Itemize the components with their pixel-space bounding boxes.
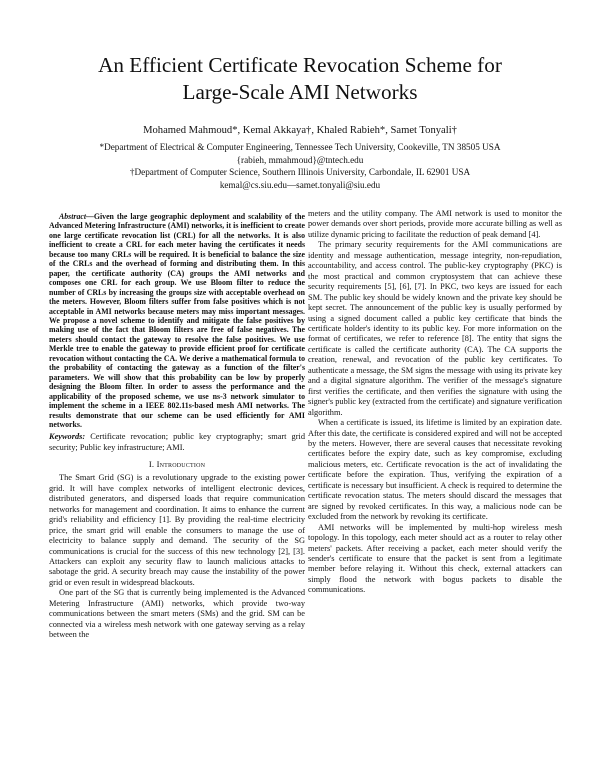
email-line: kemal@cs.siu.edu—samet.tonyali@siu.edu <box>219 179 381 190</box>
left-column <box>49 212 305 641</box>
body-paragraph: When a certificate is issued, its lifetime is limited by an expiration date. After this date, the certificate is considered expired and will not be accepted by the meters. However, there are several causes that necessitate revoking certificates before the expiry date, such as key compromise, excluding malicious meters, etc. Certificate revocation is the act of invalidating the certificate before the expiration. Thus, verifying the expiration of a certificate is necessary but insufficient. A check is required to determine the certificate revocation status. The meters should discard the messages that are signed by revoked certificates. In this way, a malicious node can be excluded from the network by revoking its certificate. <box>308 418 562 522</box>
body-paragraph: AMI networks will be implemented by multi-hop wireless mesh topology. In this topology, each meter should act as a router to relay other meters' packets. After receiving a packet, each meter should verify the sender's certificate to ensure that the packet is sent from a legitimate member before relaying it. Without this check, external attackers can simply flood the network with bogus packets to disable the communications. <box>308 522 562 595</box>
keywords <box>49 432 305 453</box>
body-paragraph: The primary security requirements for the AMI communications are identity and message authentication, message integrity, non-repudiation, accountability, and access control. The public-key cryptography (PKC) is the most practical and common cryptosystem that can achieve these security requirements [5], [6], [7]. In PKC, two keys are issued for each SM. The public key should be widely known and the private key should be kept secret. The announcement of the public key is usually performed by using a signed document called a public key certificate that binds the certificate holder's identity to its public key. For more information on the format of certificates, we refer to reference [8]. The entity that signs the certificate is called the certificate authority (CA). The CA supports the creation, renewal, and revocation of the public key certificates. To authenticate a message, the SM signs the message with using its private key and a digital signature algorithm. The verifier of the message's signature first verifies the certificate, and then verifies the signature with using the signer's public key (extracted from the certificate) and signature verification algorithm. <box>308 240 562 417</box>
keywords-text: Certificate revocation; public key cryptography; smart grid security; Public key infrastructure; AMI. <box>49 432 305 452</box>
body-paragraph: meters and the utility company. The AMI network is used to monitor the power demands over short periods, provide more accurate billing as well as utilize dynamic pricing to facilitate the reduction of peak demand [4]. <box>308 209 562 239</box>
right-column <box>308 209 562 596</box>
affiliations <box>20 141 580 191</box>
affiliation-line: †Department of Computer Science, Southern Illinois University, Carbondale, IL 62901 USA <box>129 167 471 178</box>
abstract-text: Given the large geographic deployment and scalability of the Advanced Metering Infrastructure (AMI) networks, it is inefficient to create one large certificate revocation list (CRL) for all the networks. It is also inefficient to create a CRL for each meter having the certificates it needs because too many CRLs will be required. It is beneficial to balance the size of the CRLs and the overhead of forming and distributing them. In this paper, the certificate authority (CA) groups the AMI networks and composes one CRL for each group. We use Bloom filter to reduce the number of CRLs by increasing the groups size with acceptable overhead on the meters. However, Bloom filters suffer from false positives which is not acceptable in AMI networks because meters may miss important messages. We propose a novel scheme to identify and mitigate the false positives by making use of the fact that Bloom filters are free of false negatives. The meters should contact the gateway to resolve the false positives. We use Merkle tree to enable the gateway to provide efficient proof for certificate revocation without contacting the CA. We derive a mathematical formula to the probability of contacting the gateway as a function of the filter's parameters. We will show that this probability can be low by properly designing the Bloom filter. In order to assess the performance and the applicability of the proposed scheme, we use ns-3 network simulator to implement the scheme in a IEEE 802.11s-based mesh AMI networks. The results demonstrate that our scheme can be used efficiently for AMI networks. <box>49 212 305 429</box>
title-line-1: An Efficient Certificate Revocation Scheme for <box>98 53 502 77</box>
paper-title <box>30 52 570 106</box>
section-heading: I. Introduction <box>148 459 206 470</box>
affiliation-line: *Department of Electrical & Computer Engineering, Tennessee Tech University, Cookeville, TN 38505 USA <box>99 142 501 152</box>
body-paragraph: The Smart Grid (SG) is a revolutionary upgrade to the existing power grid. It will have complex networks of intelligent electronic devices, distributed generators, and dispersed loads that require communication networks for management and coordination. It aims to enhance the current grid's reliability and efficiency [1]. By providing the real-time electricity price, the smart grid will enable the consumers to manage the use of electricity to balance supply and demand. The security of the SG communications is crucial for the success of this new technology [2], [3]. Attackers can exploit any security flaw to launch malicious attacks to sabotage the grid. A security breach may cause the instability of the power grid or even result in widespread blackouts. <box>49 473 305 587</box>
author-list: Mohamed Mahmoud*, Kemal Akkaya†, Khaled Rabieh*, Samet Tonyali† <box>143 125 457 136</box>
email-line: {rabieh, mmahmoud}@tntech.edu <box>236 154 364 165</box>
abstract <box>49 212 305 429</box>
keywords-label: Keywords: <box>49 432 86 442</box>
body-paragraph: One part of the SG that is currently being implemented is the Advanced Metering Infrastructure (AMI) networks, which provide two-way communications between the smart meters (SMs) and the grid. SM can be connected via a wireless mesh network with one gateway serving as a relay between the <box>49 588 305 640</box>
title-line-2: Large-Scale AMI Networks <box>182 80 418 104</box>
abstract-label: Abstract— <box>59 212 94 221</box>
